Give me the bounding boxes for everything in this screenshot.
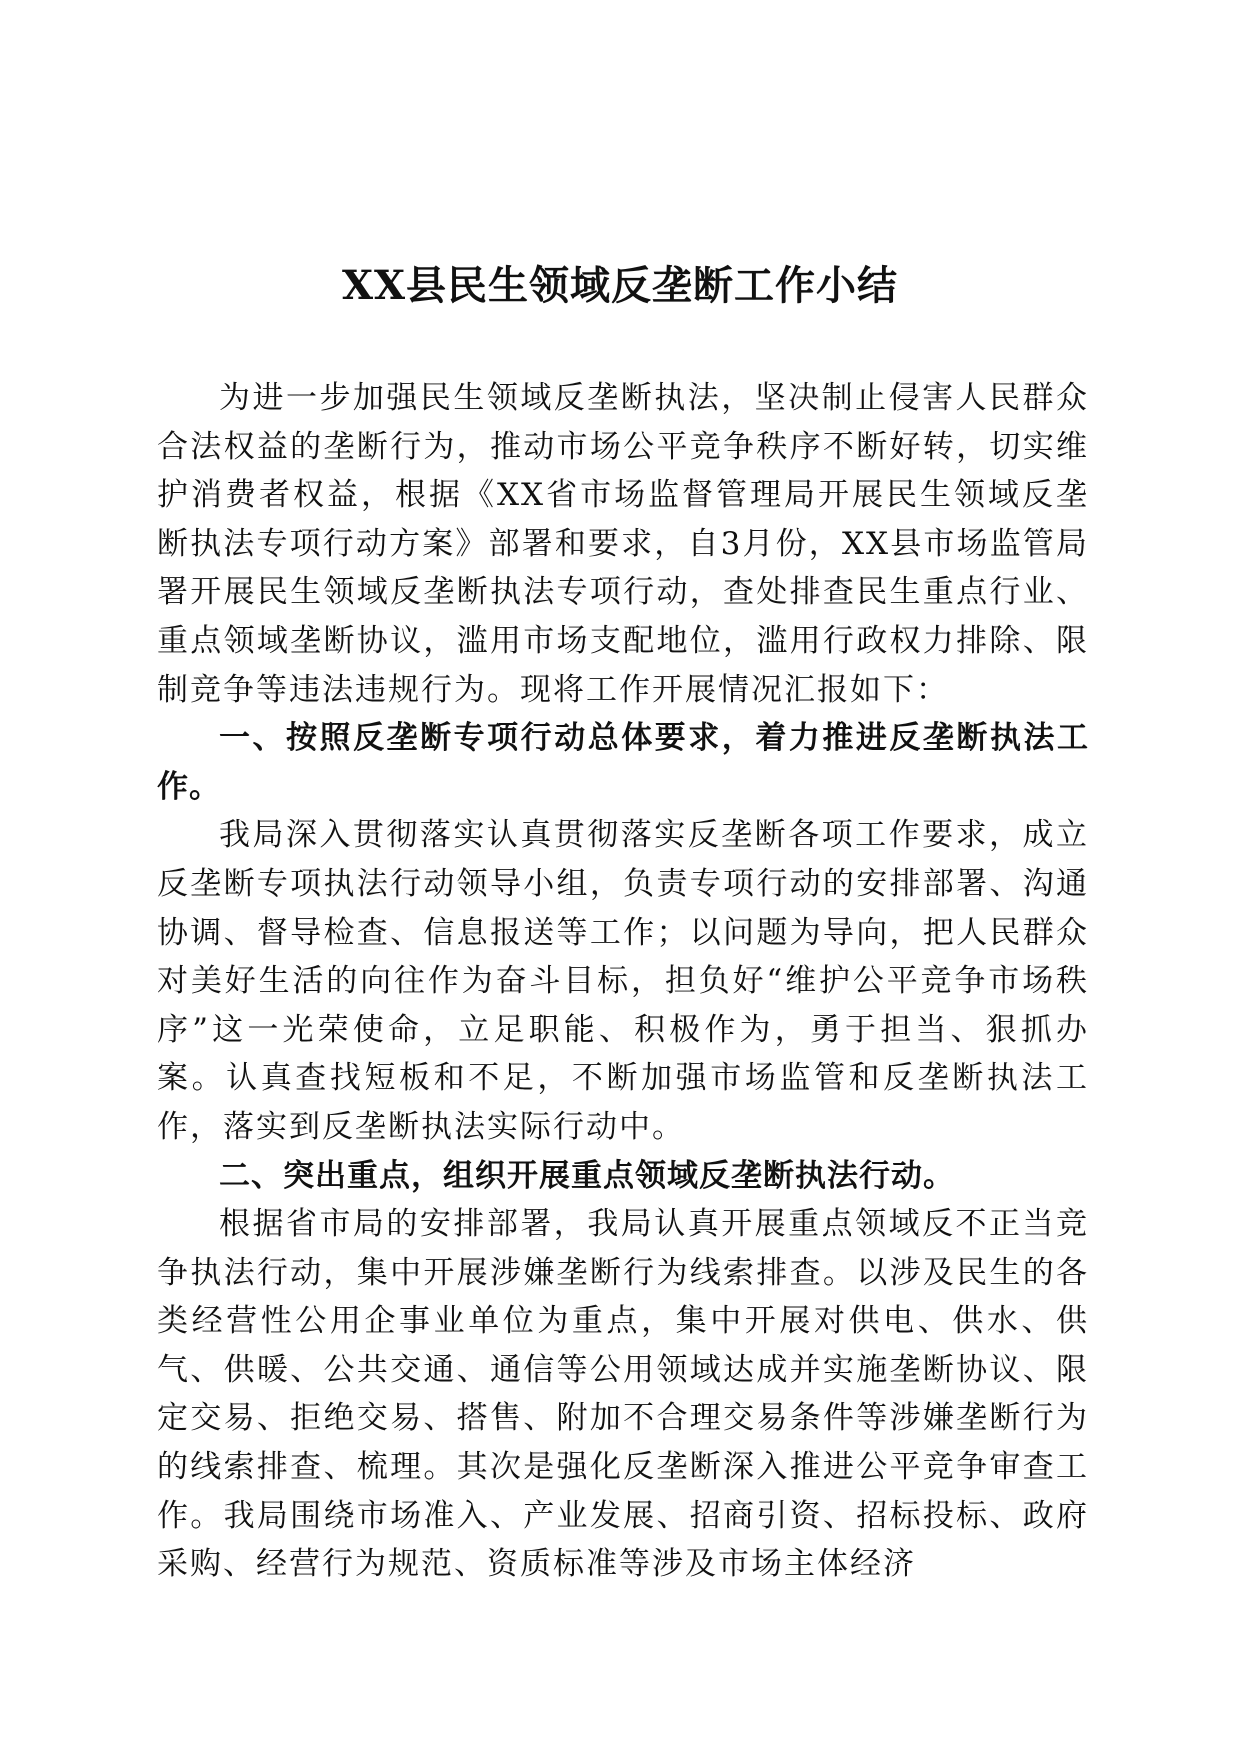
document-title: XX县民生领域反垄断工作小结: [341, 262, 899, 309]
document-body: [157, 374, 1089, 1589]
section-2-heading: 二、突出重点，组织开展重点领域反垄断执法行动。: [219, 1157, 955, 1194]
intro-paragraph: 为进一步加强民生领域反垄断执法，坚决制止侵害人民群众合法权益的垄断行为，推动市场公平竞争秩序不断好转，切实维护消费者权益，根据《XX省市场监督管理局开展民生领域反垄断执法专项行动方案》部署和要求，自3月份，XX县市场监管局署开展民生领域反垄断执法专项行动，查处排查民生重点行业、重点领域垄断协议，滥用市场支配地位，滥用行政权力排除、限制竞争等违法违规行为。现将工作开展情况汇报如下：: [157, 380, 1089, 708]
section-1-paragraph: 我局深入贯彻落实认真贯彻落实反垄断各项工作要求，成立反垄断专项执法行动领导小组，负责专项行动的安排部署、沟通协调、督导检查、信息报送等工作；以问题为导向，把人民群众对美好生活的向往作为奋斗目标，担负好“维护公平竞争市场秩序”这一光荣使命，立足职能、积极作为，勇于担当、狠抓办案。认真查找短板和不足，不断加强市场监管和反垄断执法工作，落实到反垄断执法实际行动中。: [157, 817, 1089, 1145]
section-1-heading: 一、按照反垄断专项行动总体要求，着力推进反垄断执法工作。: [157, 720, 1089, 805]
section-2-paragraph: 根据省市局的安排部署，我局认真开展重点领域反不正当竞争执法行动，集中开展涉嫌垄断行为线索排查。以涉及民生的各类经营性公用企事业单位为重点，集中开展对供电、供水、供气、供暖、公共交通、通信等公用领域达成并实施垄断协议、限定交易、拒绝交易、搭售、附加不合理交易条件等涉嫌垄断行为的线索排查、梳理。其次是强化反垄断深入推进公平竞争审查工作。我局围绕市场准入、产业发展、招商引资、招标投标、政府采购、经营行为规范、资质标准等涉及市场主体经济: [157, 1206, 1089, 1583]
